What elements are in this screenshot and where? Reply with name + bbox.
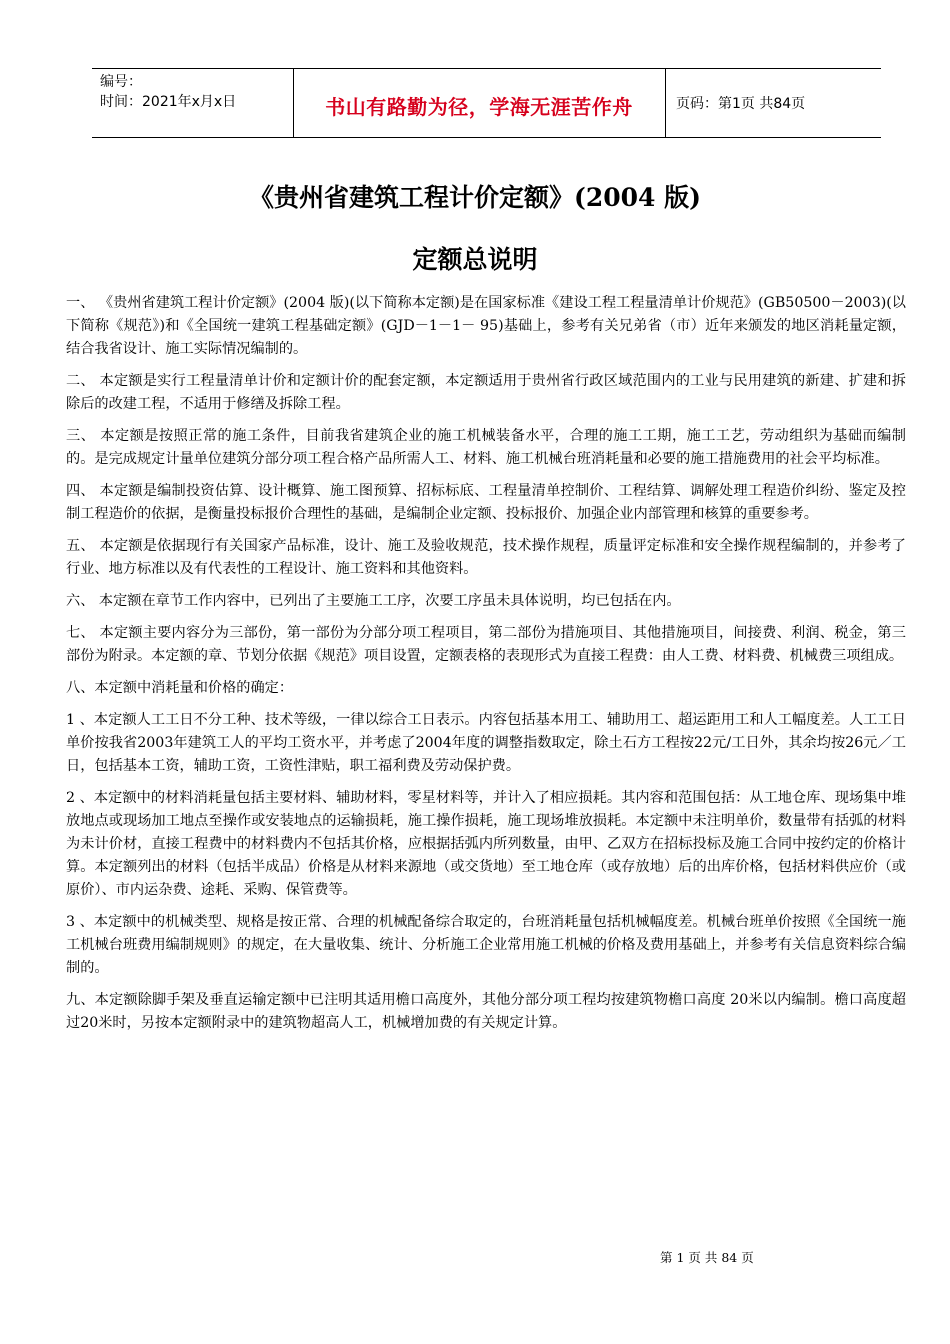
header-motto-cell: [293, 69, 666, 137]
paragraph: 二、 本定额是实行工程量清单计价和定额计价的配套定额，本定额适用于贵州省行政区域范围内的工业与民用建筑的新建、扩建和拆除后的改建工程，不适用于修缮及拆除工程。: [66, 373, 906, 412]
document-body: [66, 292, 906, 1044]
page-header: [92, 68, 881, 138]
paragraph: 五、 本定额是依据现行有关国家产品标准，设计、施工及验收规范，技术操作规程，质量评定标准和安全操作规程编制的，并参考了行业、地方标准以及有代表性的工程设计、施工资料和其他资料。: [66, 538, 906, 577]
paragraph: 八、本定额中消耗量和价格的确定：: [66, 680, 294, 696]
paragraph: 九、本定额除脚手架及垂直运输定额中已注明其适用檐口高度外，其他分部分项工程均按建筑物檐口高度 20米以内编制。檐口高度超过20米时，另按本定额附录中的建筑物超高人工，机械增加费的有关规定计算。: [66, 992, 906, 1031]
paragraph: 1 、本定额人工工日不分工种、技术等级，一律以综合工日表示。内容包括基本用工、辅助用工、超运距用工和人工幅度差。人工工日单价按我省2003年建筑工人的平均工资水平，并考虑了2004年度的调整指数取定，除土石方工程按22元/工日外，其余均按26元／工日，包括基本工资，辅助工资，工资性津贴，职工福利费及劳动保护费。: [66, 712, 906, 774]
header-page-cell: [666, 69, 881, 137]
paragraph: 四、 本定额是编制投资估算、设计概算、施工图预算、招标标底、工程量清单控制价、工程结算、调解处理工程造价纠纷、鉴定及控制工程造价的依据，是衡量投标报价合理性的基础，是编制企业定额、投标报价、加强企业内部管理和核算的重要参考。: [66, 483, 906, 522]
page-footer: 第 1 页 共 84 页: [660, 1250, 754, 1265]
paragraph: 2 、本定额中的材料消耗量包括主要材料、辅助材料，零星材料等，并计入了相应损耗。其内容和范围包括：从工地仓库、现场集中堆放地点或现场加工地点至操作或安装地点的运输损耗，施工操作损耗，施工现场堆放损耗。本定额中未注明单价，数量带有括弧的材料为未计价材，直接工程费中的材料费内不包括其价格，应根据括弧内所列数量，由甲、乙双方在招标投标及施工合同中按约定的价格计算。本定额列出的材料（包括半成品）价格是从材料来源地（或交货地）至工地仓库（或存放地）后的出库价格，包括材料供应价（或原价）、市内运杂费、途耗、采购、保管费等。: [66, 790, 906, 898]
time-label: 时间：2021年x月x日: [100, 94, 237, 110]
paragraph: 七、 本定额主要内容分为三部份，第一部份为分部分项工程项目，第二部份为措施项目、其他措施项目，间接费、利润、税金，第三部份为附录。本定额的章、节划分依据《规范》项目设置，定额表格的表现形式为直接工程费：由人工费、材料费、机械费三项组成。: [66, 625, 906, 664]
paragraph: 3 、本定额中的机械类型、规格是按正常、合理的机械配备综合取定的，台班消耗量包括机械幅度差。机械台班单价按照《全国统一施工机械台班费用编制规则》的规定，在大量收集、统计、分析施工企业常用施工机械的价格及费用基础上，并参考有关信息资料综合编制的。: [66, 914, 906, 976]
paragraph: 三、 本定额是按照正常的施工条件，目前我省建筑企业的施工机械装备水平，合理的施工工期，施工工艺，劳动组织为基础而编制的。是完成规定计量单位建筑分部分项工程合格产品所需人工、材料、施工机械台班消耗量和必要的施工措施费用的社会平均标准。: [66, 428, 906, 467]
number-label: 编号：: [100, 74, 142, 90]
paragraph: 六、 本定额在章节工作内容中，已列出了主要施工工序，次要工序虽未具体说明，均已包括在内。: [66, 593, 681, 609]
paragraph: 一、 《贵州省建筑工程计价定额》(2004 版)(以下简称本定额)是在国家标准《建设工程工程量清单计价规范》(GB50500－2003)(以下简称《规范》)和《全国统一建筑工程基础定额》(GJD－1－1－ 95)基础上，参考有关兄弟省（市）近年来颁发的地区消耗量定额，结合我省设计、施工实际情况编制的。: [66, 295, 906, 357]
document-subtitle: 定额总说明: [412, 245, 538, 274]
page-number-label: 页码：第1页 共84页: [676, 96, 806, 112]
document-title: 《贵州省建筑工程计价定额》(2004 版): [249, 183, 701, 212]
header-info-cell: [92, 69, 294, 137]
motto-text: 书山有路勤为径，学海无涯苦作舟: [325, 95, 633, 119]
